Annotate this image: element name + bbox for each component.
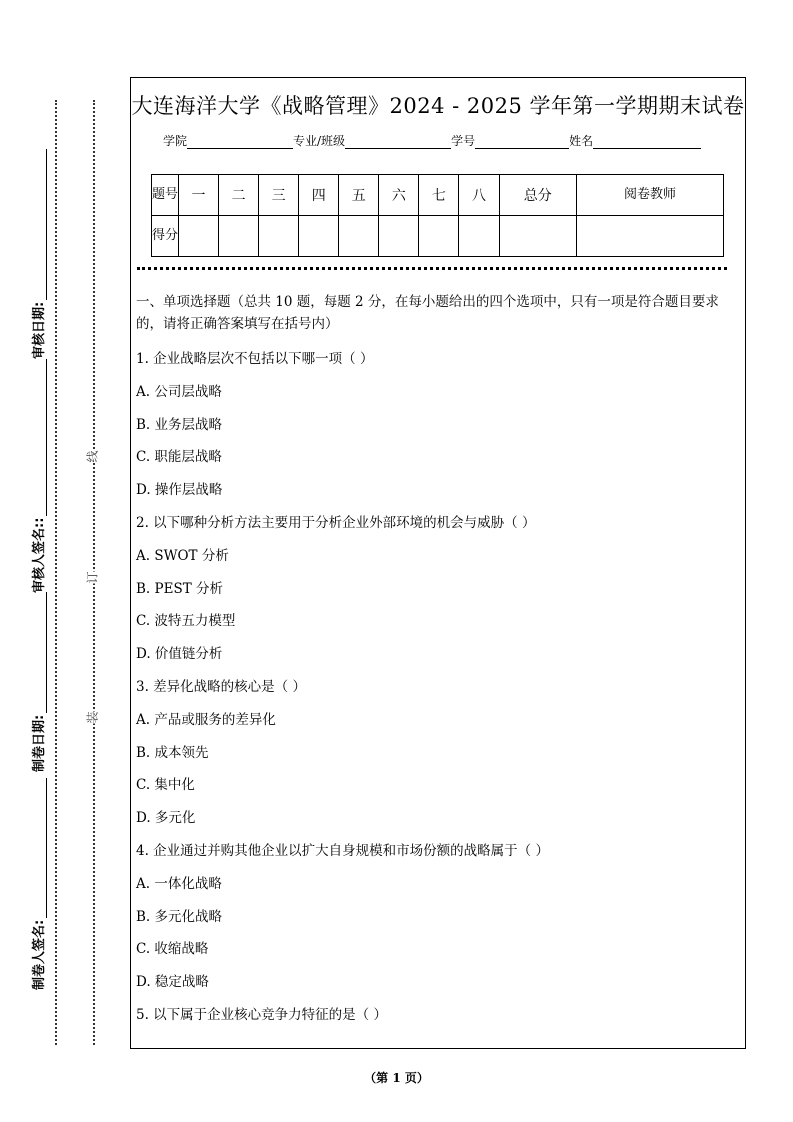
question-number-header: 题号 [152, 175, 179, 216]
college-label: 学院 [163, 134, 188, 148]
question-text: 2. 以下哪种分析方法主要用于分析企业外部环境的机会与威胁（ ） [136, 515, 536, 531]
score-cell[interactable] [419, 216, 459, 257]
score-cell[interactable] [259, 216, 299, 257]
answer-option: A. 公司层战略 [136, 383, 222, 400]
binding-char-xian: 线 [82, 450, 103, 462]
answer-option: C. 波特五力模型 [136, 613, 236, 630]
paper-date-field [31, 592, 47, 772]
answer-option: B. PEST 分析 [136, 580, 223, 597]
table-row-scores [152, 216, 724, 257]
col-header-grader: 阅卷教师 [577, 175, 724, 216]
exam-content-box [130, 77, 746, 1049]
student-info-row [163, 132, 701, 149]
score-cell[interactable] [219, 216, 259, 257]
question-text: 4. 企业通过并购其他企业以扩大自身规模和市场份额的战略属于（ ） [136, 843, 549, 859]
col-header: 四 [299, 175, 339, 216]
answer-option: A. 一体化战略 [136, 875, 222, 892]
paper-maker-signature-label: 制卷人签名: [32, 919, 47, 990]
question-text: 5. 以下属于企业核心竞争力特征的是（ ） [136, 1007, 387, 1023]
answer-option: B. 多元化战略 [136, 908, 223, 925]
answer-option: C. 职能层战略 [136, 449, 222, 466]
paper-date-label: 制卷日期: [32, 714, 47, 772]
reviewer-signature-label: 审核人签名:: [32, 517, 47, 593]
college-input[interactable] [187, 134, 293, 149]
score-cell[interactable] [459, 216, 499, 257]
score-cell[interactable] [299, 216, 339, 257]
answer-option: D. 多元化 [136, 810, 196, 827]
answer-option: B. 成本领先 [136, 744, 209, 761]
answer-option: D. 稳定战略 [136, 974, 209, 991]
score-cell[interactable] [499, 216, 577, 257]
col-header: 二 [219, 175, 259, 216]
answer-option: B. 业务层战略 [136, 416, 223, 433]
question-text: 1. 企业战略层次不包括以下哪一项（ ） [136, 351, 374, 367]
answer-option: A. 产品或服务的差异化 [136, 711, 276, 728]
col-header: 八 [459, 175, 499, 216]
student-id-label: 学号 [451, 134, 476, 148]
score-table [151, 174, 724, 257]
student-id-input[interactable] [475, 134, 569, 149]
paper-maker-signature-field [31, 778, 47, 990]
score-cell[interactable] [339, 216, 379, 257]
major-class-label: 专业/班级 [293, 134, 346, 148]
table-row-questions [152, 175, 724, 216]
dotted-separator [137, 267, 727, 270]
major-class-input[interactable] [345, 134, 451, 149]
name-label: 姓名 [569, 134, 594, 148]
col-header-total: 总分 [499, 175, 577, 216]
col-header: 五 [339, 175, 379, 216]
review-date-label: 审核日期: [32, 301, 47, 359]
col-header: 七 [419, 175, 459, 216]
col-header: 一 [179, 175, 219, 216]
score-cell[interactable] [379, 216, 419, 257]
exam-title: 大连海洋大学《战略管理》2024 - 2025 学年第一学期期末试卷 [131, 94, 745, 118]
answer-option: C. 集中化 [136, 777, 195, 794]
review-date-field [31, 149, 47, 359]
col-header: 六 [379, 175, 419, 216]
score-cell[interactable] [179, 216, 219, 257]
binding-char-zhuang: 装 [82, 711, 103, 723]
binding-char-ding: 订 [82, 571, 103, 583]
score-cell[interactable] [577, 216, 724, 257]
section-heading: 一、单项选择题（总共 10 题，每题 2 分，在每小题给出的四个选项中，只有一项是符合题目要求的，请将正确答案填写在括号内） [136, 294, 719, 332]
binding-dotted-line-outer [55, 100, 57, 1045]
col-header: 三 [259, 175, 299, 216]
page-number: （第 1 页） [364, 1071, 429, 1085]
reviewer-signature-field [31, 359, 47, 593]
name-input[interactable] [593, 134, 701, 149]
answer-option: D. 操作层战略 [136, 482, 223, 499]
answer-option: D. 价值链分析 [136, 646, 223, 663]
answer-option: C. 收缩战略 [136, 941, 209, 958]
answer-option: A. SWOT 分析 [136, 547, 229, 564]
score-header: 得分 [152, 216, 179, 257]
question-text: 3. 差异化战略的核心是（ ） [136, 679, 306, 695]
